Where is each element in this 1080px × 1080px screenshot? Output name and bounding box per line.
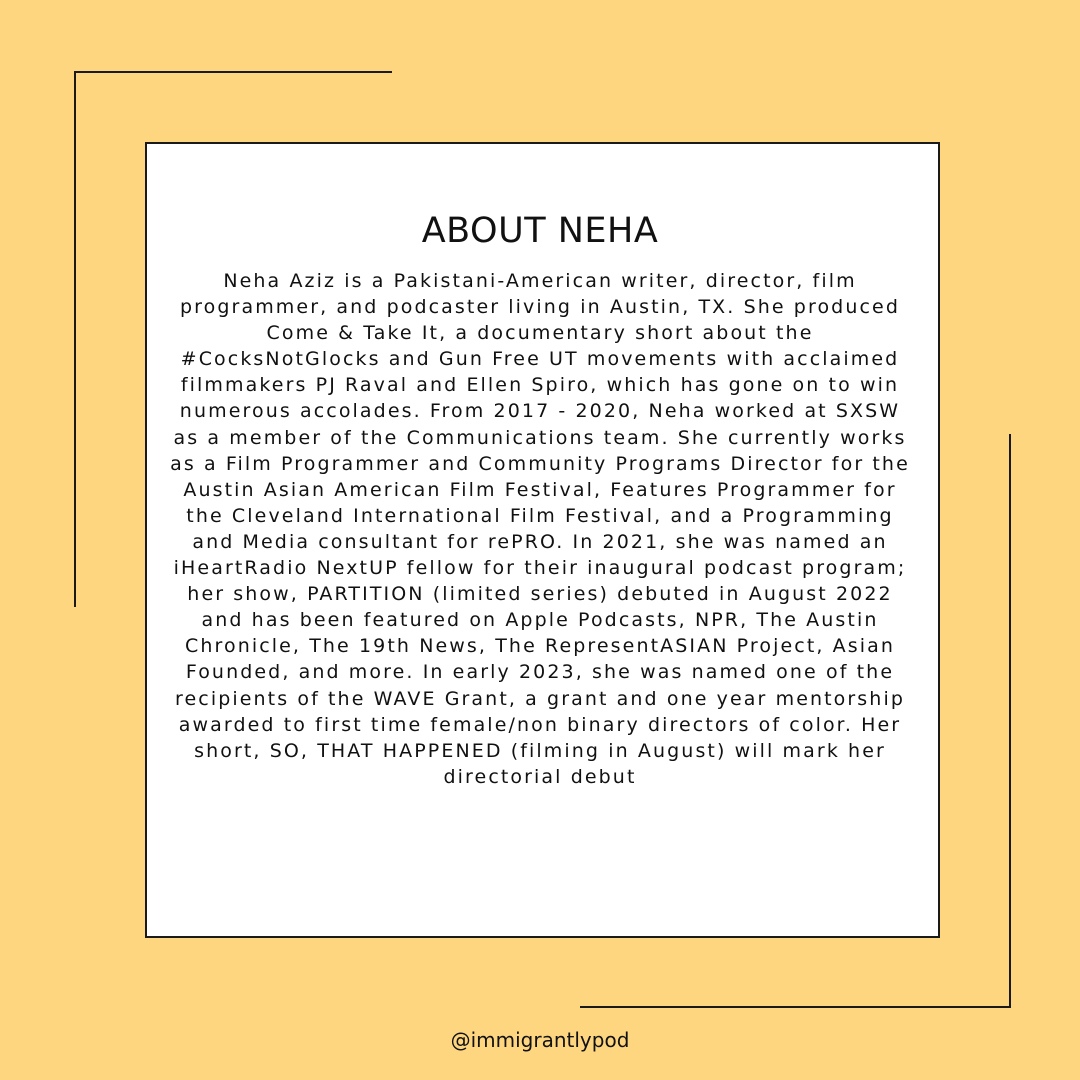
frame-line-top-left-horizontal — [74, 71, 392, 73]
social-handle: @immigrantlypod — [450, 1028, 630, 1052]
bio-title: ABOUT NEHA — [421, 211, 659, 251]
frame-line-top-left-vertical — [74, 71, 76, 607]
bio-text: Neha Aziz is a Pakistani-American writer, director, film programmer, and podcaster living in Austin, TX. She produced Come & Take It, a documentary short about the #CocksNotGlocks and Gun Free UT movements with acclaimed filmmakers PJ Raval and Ellen Spiro, which has gone on to win numerous accolades. From 2017 - 2020, Neha worked at SXSW as a member of the Communications team. She currently works as a Film Programmer and Community Programs Director for the Austin Asian American Film Festival, Features Programmer for the Cleveland International Film Festival, and a Programming and Media consultant for rePRO. In 2021, she was named an iHeartRadio NextUP fellow for their inaugural podcast program; her show, PARTITION (limited series) debuted in August 2022 and has been featured on Apple Podcasts, NPR, The Austin Chronicle, The 19th News, The RepresentASIAN Project, Asian Founded, and more. In early 2023, she was named one of the recipients of the WAVE Grant, a grant and one year mentorship awarded to first time female/non binary directors of color. Her short, SO, THAT HAPPENED (filming in August) will mark her directorial debut — [170, 270, 910, 788]
frame-line-bottom-right-vertical — [1009, 434, 1011, 1008]
frame-line-bottom-right-horizontal — [580, 1006, 1011, 1008]
